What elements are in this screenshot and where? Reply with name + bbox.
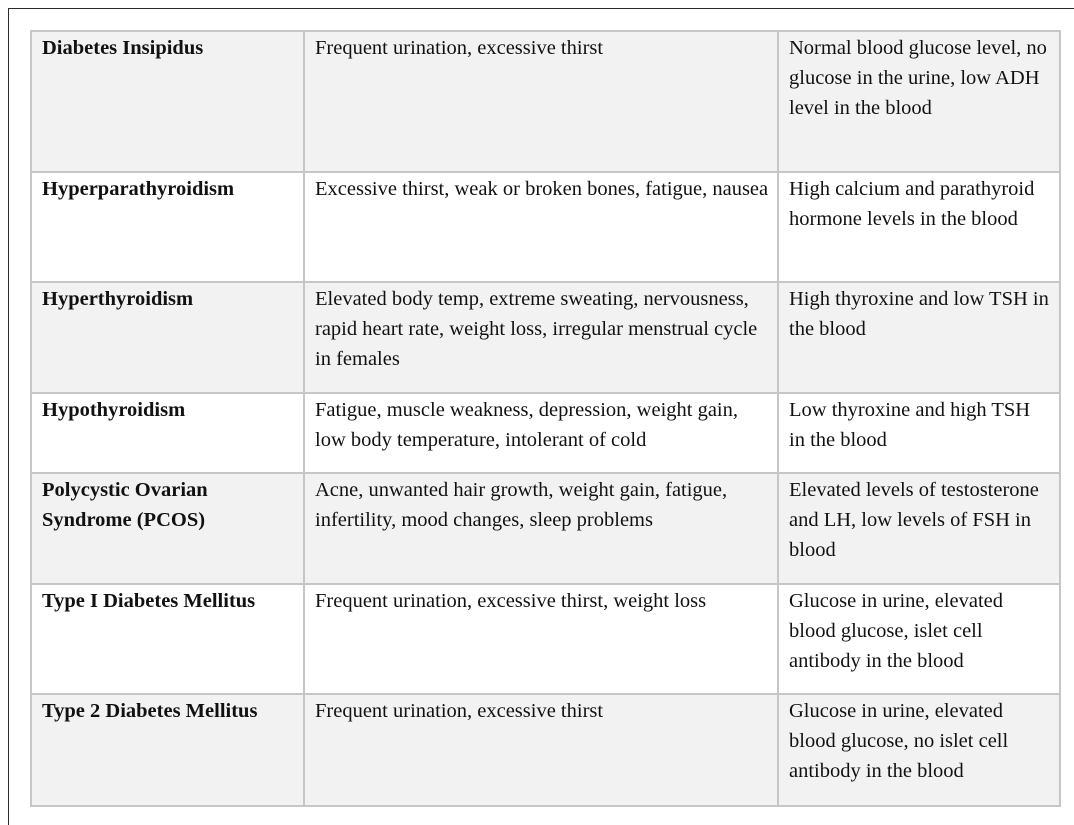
table-row bbox=[31, 31, 1060, 172]
symptoms-cell: Acne, unwanted hair growth, weight gain, fatigue, infertility, mood changes, sleep problems bbox=[304, 473, 778, 584]
endocrine-disorders-table bbox=[30, 30, 1061, 807]
test-results-cell: Elevated levels of testosterone and LH, low levels of FSH in blood bbox=[778, 473, 1060, 584]
table-row bbox=[31, 282, 1060, 393]
test-results-cell: High calcium and parathyroid hormone levels in the blood bbox=[778, 172, 1060, 282]
page-border-top bbox=[8, 8, 1074, 9]
test-results-cell: Glucose in urine, elevated blood glucose, no islet cell antibody in the blood bbox=[778, 694, 1060, 806]
page-border-left bbox=[8, 8, 9, 825]
symptoms-cell: Frequent urination, excessive thirst, weight loss bbox=[304, 584, 778, 694]
condition-cell: Hyperparathyroidism bbox=[31, 172, 304, 282]
condition-cell: Diabetes Insipidus bbox=[31, 31, 304, 172]
condition-cell: Type 2 Diabetes Mellitus bbox=[31, 694, 304, 806]
table-row bbox=[31, 172, 1060, 282]
condition-cell: Type I Diabetes Mellitus bbox=[31, 584, 304, 694]
symptoms-cell: Fatigue, muscle weakness, depression, weight gain, low body temperature, intolerant of cold bbox=[304, 393, 778, 473]
table-row bbox=[31, 584, 1060, 694]
symptoms-cell: Elevated body temp, extreme sweating, nervousness, rapid heart rate, weight loss, irregular menstrual cycle in females bbox=[304, 282, 778, 393]
condition-cell: Hypothyroidism bbox=[31, 393, 304, 473]
condition-cell: Hyperthyroidism bbox=[31, 282, 304, 393]
condition-cell: Polycystic Ovarian Syndrome (PCOS) bbox=[31, 473, 304, 584]
test-results-cell: Low thyroxine and high TSH in the blood bbox=[778, 393, 1060, 473]
symptoms-cell: Frequent urination, excessive thirst bbox=[304, 31, 778, 172]
test-results-cell: High thyroxine and low TSH in the blood bbox=[778, 282, 1060, 393]
symptoms-cell: Frequent urination, excessive thirst bbox=[304, 694, 778, 806]
table-row bbox=[31, 694, 1060, 806]
table-row bbox=[31, 393, 1060, 473]
table-row bbox=[31, 473, 1060, 584]
test-results-cell: Glucose in urine, elevated blood glucose, islet cell antibody in the blood bbox=[778, 584, 1060, 694]
symptoms-cell: Excessive thirst, weak or broken bones, fatigue, nausea bbox=[304, 172, 778, 282]
test-results-cell: Normal blood glucose level, no glucose in the urine, low ADH level in the blood bbox=[778, 31, 1060, 172]
